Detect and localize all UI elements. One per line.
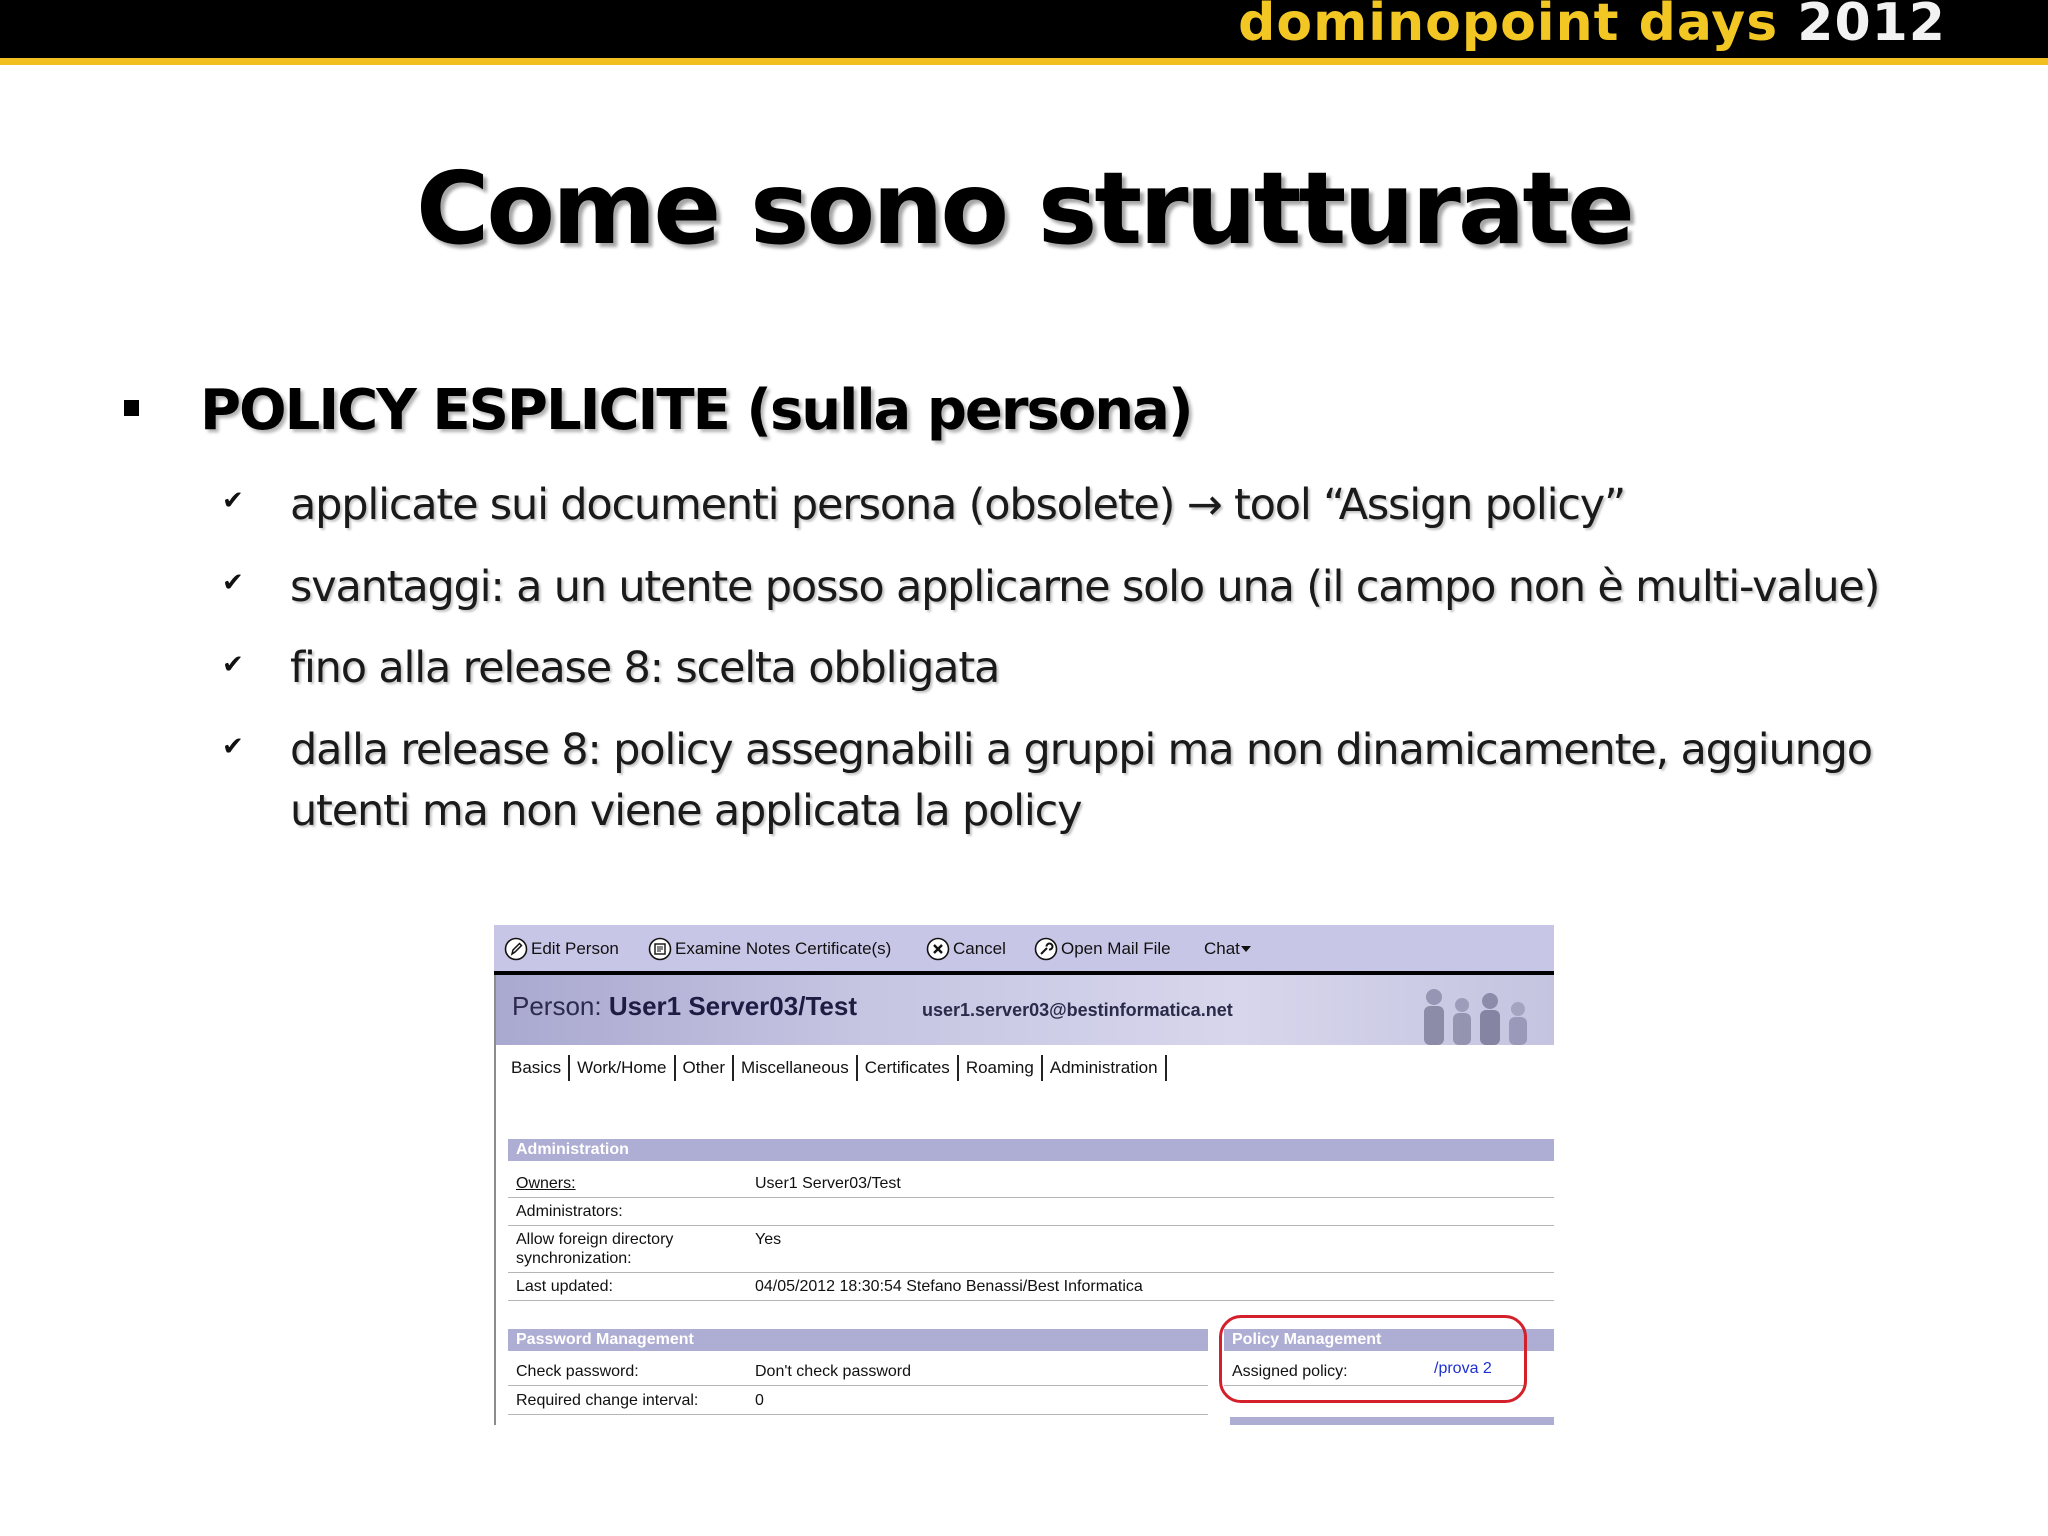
chat-menu-button[interactable] [1204,935,1252,963]
cancel-button[interactable] [926,935,1006,963]
edit-person-button[interactable] [504,935,619,963]
slide-title: Come sono strutturate [416,150,1632,267]
tab-miscellaneous[interactable]: Miscellaneous [734,1055,858,1081]
edit-person-label: Edit Person [531,939,619,958]
change-interval-value: 0 [755,1392,764,1409]
tab-roaming[interactable]: Roaming [959,1055,1043,1081]
person-prefix: Person: [512,991,602,1021]
examine-certificates-label: Examine Notes Certificate(s) [675,939,892,958]
header-bar [0,0,2048,58]
close-icon [926,937,950,961]
chat-label: Chat [1204,939,1240,958]
subbullet-2: svantaggi: a un utente posso applicarne solo una (il campo non è multi-value) [290,562,1880,612]
person-name: User1 Server03/Test [608,991,857,1021]
check-icon: ✔ [222,568,244,598]
tab-other[interactable]: Other [676,1055,735,1081]
open-mail-file-label: Open Mail File [1061,939,1171,958]
person-email: user1.server03@bestinformatica.net [922,1000,1233,1020]
last-updated-label: Last updated: [516,1278,613,1295]
tab-basics[interactable]: Basics [504,1055,570,1081]
owners-row [508,1170,1554,1198]
cancel-label: Cancel [953,939,1006,958]
chevron-down-icon [1240,944,1252,954]
tabs-list [504,1055,1167,1081]
header-accent-line [0,58,2048,65]
check-icon: ✔ [222,732,244,762]
policy-highlight-circle [1219,1315,1527,1403]
tab-work-home[interactable]: Work/Home [570,1055,675,1081]
subbullet-3: fino alla release 8: scelta obbligata [290,643,1000,693]
administrators-row [508,1198,1554,1226]
owners-label[interactable]: Owners: [516,1175,576,1192]
pencil-icon [504,937,528,961]
policy-section-header: Policy Management [1224,1329,1554,1351]
next-section-header [1230,1417,1554,1425]
person-title [512,991,857,1022]
bullet-heading: POLICY ESPLICITE (sulla persona) [200,378,1192,443]
notes-person-screenshot [494,925,1554,1425]
last-updated-row [508,1273,1554,1301]
foreign-directory-label-line1: Allow foreign directory [516,1231,674,1248]
last-updated-value: 04/05/2012 18:30:54 Stefano Benassi/Best Informatica [755,1278,1143,1295]
administration-section-header: Administration [508,1139,1554,1161]
dominopoint-days-logo [1238,0,1946,52]
administrators-label: Administrators: [516,1203,623,1220]
foreign-directory-row [508,1226,1554,1273]
assigned-policy-label: Assigned policy: [1232,1363,1348,1380]
foreign-directory-label-line2: synchronization: [516,1250,632,1267]
owners-value: User1 Server03/Test [755,1175,901,1192]
assigned-policy-link[interactable]: /prova 2 [1434,1360,1492,1377]
certificate-icon [648,937,672,961]
subbullet-4: dalla release 8: policy assegnabili a gruppi ma non dinamicamente, aggiungo [290,725,1872,775]
people-banner-image [1404,975,1554,1045]
foreign-directory-value: Yes [755,1231,782,1248]
frame-left-border [494,975,496,1425]
check-icon: ✔ [222,650,244,680]
subbullet-1: applicate sui documenti persona (obsolete) → tool “Assign policy” [290,480,1626,530]
square-bullet-icon [124,400,139,416]
password-section-header: Password Management [508,1329,1208,1351]
logo-brand: dominopoint days [1238,0,1779,53]
tab-bar [494,1049,1554,1089]
open-mail-file-button[interactable] [1034,935,1171,963]
check-password-label: Check password: [516,1363,639,1380]
examine-certificates-button[interactable] [648,935,891,963]
check-icon: ✔ [222,486,244,516]
change-interval-label: Required change interval: [516,1392,699,1409]
check-password-row [508,1358,1208,1386]
subbullet-4-continuation: utenti ma non viene applicata la policy [290,786,1082,836]
notes-toolbar [494,925,1554,971]
tab-administration[interactable]: Administration [1043,1055,1167,1081]
wrench-icon [1034,937,1058,961]
change-interval-row [508,1387,1208,1415]
check-password-value: Don't check password [755,1363,912,1380]
foreign-directory-label [516,1230,673,1268]
person-header [494,975,1554,1045]
logo-year: 2012 [1797,0,1946,53]
tab-certificates[interactable]: Certificates [858,1055,959,1081]
